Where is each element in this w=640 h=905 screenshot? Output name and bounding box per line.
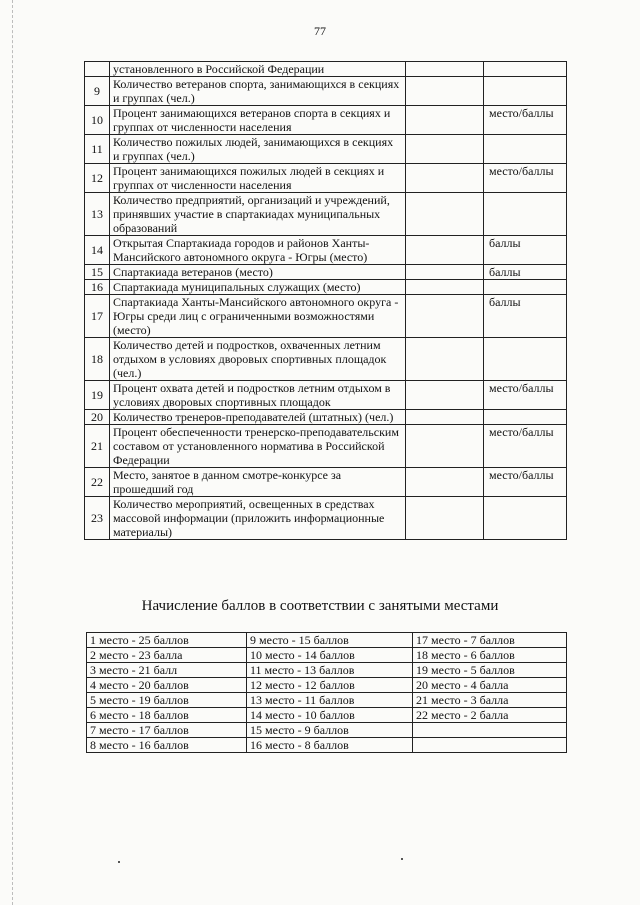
value-cell	[406, 77, 484, 106]
indicator-text: Открытая Спартакиада городов и районов Ханты-Мансийского автономного округа - Югры (место)	[110, 236, 406, 265]
value-cell	[406, 295, 484, 338]
row-number	[85, 62, 110, 77]
points-cell: 16 место - 8 баллов	[247, 738, 413, 753]
unit-cell: место/баллы	[484, 425, 567, 468]
value-cell	[406, 468, 484, 497]
table-row	[85, 410, 567, 425]
points-cell: 3 место - 21 балл	[87, 663, 247, 678]
row-number: 19	[85, 381, 110, 410]
row-number: 13	[85, 193, 110, 236]
points-cell: 12 место - 12 баллов	[247, 678, 413, 693]
indicator-text: Спартакиада ветеранов (место)	[110, 265, 406, 280]
page-number: 77	[314, 24, 326, 38]
points-cell: 1 место - 25 баллов	[87, 633, 247, 648]
table-row	[87, 708, 567, 723]
row-number: 17	[85, 295, 110, 338]
table-row	[85, 62, 567, 77]
points-cell: 2 место - 23 балла	[87, 648, 247, 663]
table-row	[85, 236, 567, 265]
table-row	[85, 265, 567, 280]
points-cell: 11 место - 13 баллов	[247, 663, 413, 678]
indicator-text: Процент охвата детей и подростков летним отдыхом в условиях дворовых спортивных площадок	[110, 381, 406, 410]
row-number: 11	[85, 135, 110, 164]
table-row	[85, 77, 567, 106]
points-cell: 8 место - 16 баллов	[87, 738, 247, 753]
indicator-text: Процент занимающихся пожилых людей в секциях и группах от численности населения	[110, 164, 406, 193]
speck-mark	[118, 861, 120, 863]
table-row	[87, 663, 567, 678]
value-cell	[406, 135, 484, 164]
unit-cell: место/баллы	[484, 381, 567, 410]
row-number: 9	[85, 77, 110, 106]
points-cell: 22 место - 2 балла	[413, 708, 567, 723]
unit-cell: баллы	[484, 236, 567, 265]
unit-cell: место/баллы	[484, 468, 567, 497]
indicator-text: Количество предприятий, организаций и учреждений, принявших участие в спартакиадах муниципальных образований	[110, 193, 406, 236]
indicator-text: Спартакиада Ханты-Мансийского автономного округа - Югры среди лиц с ограниченными возможностями (место)	[110, 295, 406, 338]
unit-cell: место/баллы	[484, 164, 567, 193]
table-row	[85, 106, 567, 135]
unit-cell	[484, 77, 567, 106]
indicator-text: Процент занимающихся ветеранов спорта в секциях и группах от численности населения	[110, 106, 406, 135]
value-cell	[406, 410, 484, 425]
unit-cell	[484, 135, 567, 164]
table-row	[87, 648, 567, 663]
indicator-text: Количество ветеранов спорта, занимающихся в секциях и группах (чел.)	[110, 77, 406, 106]
table-row	[87, 723, 567, 738]
indicator-text: Количество тренеров-преподавателей (штатных) (чел.)	[110, 410, 406, 425]
points-cell: 9 место - 15 баллов	[247, 633, 413, 648]
value-cell	[406, 106, 484, 135]
points-cell: 17 место - 7 баллов	[413, 633, 567, 648]
points-cell: 19 место - 5 баллов	[413, 663, 567, 678]
row-number: 12	[85, 164, 110, 193]
points-table	[86, 632, 567, 753]
value-cell	[406, 338, 484, 381]
table-row	[85, 468, 567, 497]
value-cell	[406, 381, 484, 410]
unit-cell	[484, 410, 567, 425]
value-cell	[406, 62, 484, 77]
points-cell: 15 место - 9 баллов	[247, 723, 413, 738]
points-cell: 10 место - 14 баллов	[247, 648, 413, 663]
unit-cell	[484, 193, 567, 236]
unit-cell	[484, 62, 567, 77]
row-number: 23	[85, 497, 110, 540]
points-cell: 20 место - 4 балла	[413, 678, 567, 693]
row-number: 18	[85, 338, 110, 381]
row-number: 14	[85, 236, 110, 265]
row-number: 20	[85, 410, 110, 425]
points-cell: 4 место - 20 баллов	[87, 678, 247, 693]
indicator-text: Процент обеспеченности тренерско-преподавательским составом от установленного норматива в Российской Федерации	[110, 425, 406, 468]
table-row	[85, 193, 567, 236]
value-cell	[406, 265, 484, 280]
unit-cell: баллы	[484, 265, 567, 280]
points-cell: 14 место - 10 баллов	[247, 708, 413, 723]
value-cell	[406, 236, 484, 265]
unit-cell	[484, 497, 567, 540]
row-number: 15	[85, 265, 110, 280]
scan-edge	[0, 0, 13, 905]
table-row	[85, 164, 567, 193]
table-row	[85, 497, 567, 540]
value-cell	[406, 497, 484, 540]
indicator-text: установленного в Российской Федерации	[110, 62, 406, 77]
indicator-text: Количество детей и подростков, охваченных летним отдыхом в условиях дворовых спортивных площадок (чел.)	[110, 338, 406, 381]
points-cell: 7 место - 17 баллов	[87, 723, 247, 738]
unit-cell	[484, 338, 567, 381]
value-cell	[406, 425, 484, 468]
points-heading: Начисление баллов в соответствии с занятыми местами	[141, 598, 499, 614]
unit-cell: баллы	[484, 295, 567, 338]
table-row	[85, 135, 567, 164]
points-cell	[413, 723, 567, 738]
speck-mark	[401, 858, 403, 860]
indicator-text: Количество мероприятий, освещенных в средствах массовой информации (приложить информационные материалы)	[110, 497, 406, 540]
points-cell: 5 место - 19 баллов	[87, 693, 247, 708]
table-row	[85, 381, 567, 410]
table-row	[87, 633, 567, 648]
row-number: 22	[85, 468, 110, 497]
criteria-table	[84, 61, 567, 540]
points-cell: 18 место - 6 баллов	[413, 648, 567, 663]
table-row	[85, 425, 567, 468]
row-number: 21	[85, 425, 110, 468]
row-number: 16	[85, 280, 110, 295]
value-cell	[406, 280, 484, 295]
indicator-text: Количество пожилых людей, занимающихся в секциях и группах (чел.)	[110, 135, 406, 164]
table-row	[87, 678, 567, 693]
points-cell	[413, 738, 567, 753]
points-cell: 21 место - 3 балла	[413, 693, 567, 708]
row-number: 10	[85, 106, 110, 135]
value-cell	[406, 164, 484, 193]
table-row	[87, 693, 567, 708]
indicator-text: Место, занятое в данном смотре-конкурсе за прошедший год	[110, 468, 406, 497]
table-row	[85, 295, 567, 338]
indicator-text: Спартакиада муниципальных служащих (место)	[110, 280, 406, 295]
points-cell: 6 место - 18 баллов	[87, 708, 247, 723]
value-cell	[406, 193, 484, 236]
unit-cell	[484, 280, 567, 295]
table-row	[85, 338, 567, 381]
table-row	[87, 738, 567, 753]
unit-cell: место/баллы	[484, 106, 567, 135]
table-row	[85, 280, 567, 295]
points-cell: 13 место - 11 баллов	[247, 693, 413, 708]
